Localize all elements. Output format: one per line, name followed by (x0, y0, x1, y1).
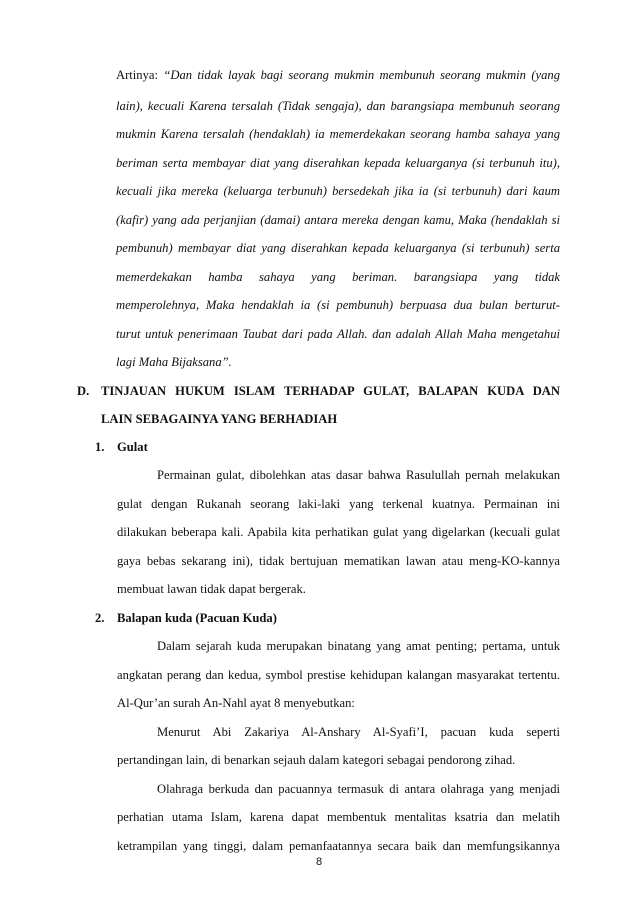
balapan-p2-line-1: Menurut Abi Zakariya Al-Anshary Al-Syafi’I, pacuan kuda seperti (157, 725, 560, 739)
gulat-line-4: gaya bebas sekarang ini), tidak bertujuan mematikan lawan atau meng-KO-kannya (117, 554, 560, 568)
artinya-line-1 (116, 67, 560, 83)
artinya-line-9: memperolehnya, Maka hendaklah ia (si pembunuh) berpuasa dua bulan berturut- (116, 298, 560, 312)
balapan-p1-line-2: angkatan perang dan kedua, symbol prestise kehidupan kalangan masyarakat tertentu. (117, 668, 560, 682)
gulat-line-1: Permainan gulat, dibolehkan atas dasar bahwa Rasulullah pernah melakukan (157, 468, 560, 482)
section-d-title-line-1: TINJAUAN HUKUM ISLAM TERHADAP GULAT, BALAPAN KUDA DAN (101, 384, 560, 398)
section-d-title-line-2: LAIN SEBAGAINYA YANG BERHADIAH (101, 412, 338, 426)
artinya-line-2: lain), kecuali Karena tersalah (Tidak sengaja), dan barangsiapa membunuh seorang (116, 99, 560, 113)
balapan-heading: Balapan kuda (Pacuan Kuda) (117, 611, 277, 625)
balapan-p3-line-3: ketrampilan yang tinggi, dalam pemanfaatannya secara baik dan memfungsikannya (117, 839, 560, 853)
artinya-line-10: turut untuk penerimaan Taubat dari pada Allah. dan adalah Allah Maha mengetahui (116, 327, 560, 341)
artinya-line-5: kecuali jika mereka (keluarga terbunuh) bersedekah jika ia (si terbunuh) dari kaum (116, 184, 560, 198)
page-number: 8 (315, 856, 323, 868)
artinya-line-4: beriman serta membayar diat yang diserahkan kepada keluarganya (si terbunuh itu), (116, 156, 560, 170)
balapan-p2-line-2: pertandingan lain, di benarkan sejauh dalam kategori sebagai pendorong zihad. (117, 753, 516, 767)
artinya-line-3: mukmin Karena tersalah (hendaklah) ia memerdekakan seorang hamba sahaya yang (116, 127, 560, 141)
artinya-text-1: “Dan tidak layak bagi seorang mukmin membunuh seorang mukmin (yang (163, 68, 560, 82)
balapan-p1-line-1: Dalam sejarah kuda merupakan binatang yang amat penting; pertama, untuk (157, 639, 560, 653)
section-d-letter: D. (77, 384, 90, 398)
gulat-line-5: membuat lawan tidak dapat bergerak. (117, 582, 306, 596)
balapan-number: 2. (95, 611, 105, 625)
gulat-number: 1. (95, 440, 105, 454)
artinya-line-6: (kafir) yang ada perjanjian (damai) antara mereka dengan kamu, Maka (hendaklah si (116, 213, 560, 227)
artinya-line-11: lagi Maha Bijaksana”. (116, 355, 232, 369)
balapan-p3-line-1: Olahraga berkuda dan pacuannya termasuk di antara olahraga yang menjadi (157, 782, 560, 796)
balapan-p3-line-2: perhatian utama Islam, karena dapat membentuk mentalitas ksatria dan melatih (117, 810, 560, 824)
artinya-line-8: memerdekakan hamba sahaya yang beriman. barangsiapa yang tidak (116, 270, 560, 284)
gulat-line-3: dilakukan beberapa kali. Apabila kita perhatikan gulat yang digelarkan (kecuali gulat (117, 525, 560, 539)
gulat-heading: Gulat (117, 440, 148, 454)
balapan-p1-line-3: Al-Qur’an surah An-Nahl ayat 8 menyebutkan: (117, 696, 355, 710)
gulat-line-2: gulat dengan Rukanah seorang laki-laki yang terkenal kuatnya. Permainan ini (117, 497, 560, 511)
artinya-label: Artinya: (116, 68, 158, 82)
artinya-line-7: pembunuh) membayar diat yang diserahkan kepada keluarganya (si terbunuh) serta (116, 241, 560, 255)
